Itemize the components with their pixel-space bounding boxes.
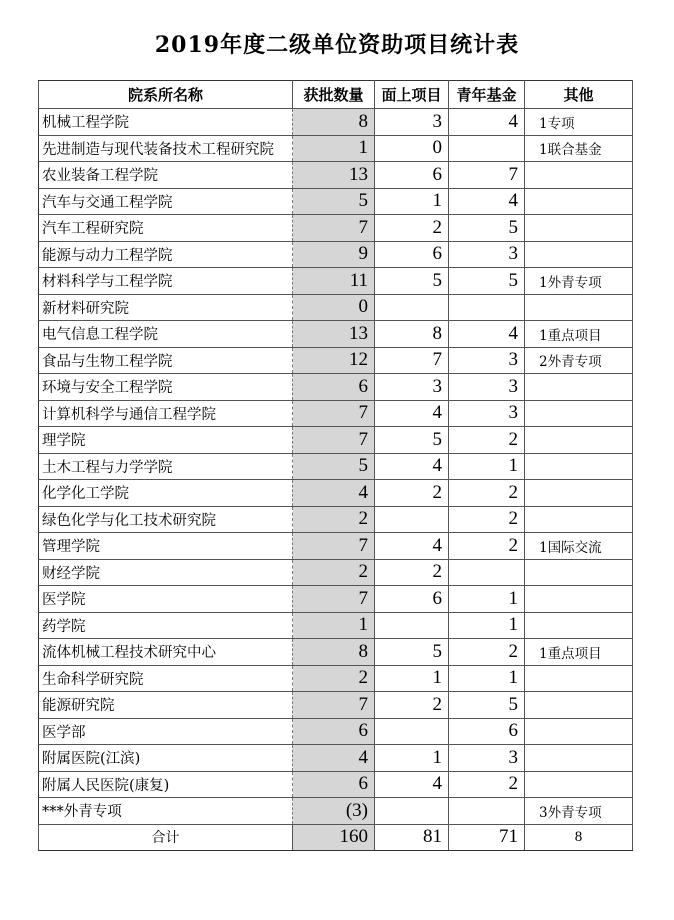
department-cell: 医学部 <box>39 718 293 745</box>
table-row <box>39 506 633 533</box>
general-projects-cell: 5 <box>375 268 449 295</box>
header-youth-fund: 青年基金 <box>449 81 525 109</box>
header-department: 院系所名称 <box>39 81 293 109</box>
other-cell: 3外青专项 <box>525 798 633 825</box>
header-row <box>39 81 633 109</box>
table-row <box>39 665 633 692</box>
table-row <box>39 453 633 480</box>
youth-fund-cell: 6 <box>449 718 525 745</box>
header-approved-count: 获批数量 <box>293 81 375 109</box>
approved-count-cell: 5 <box>293 453 375 480</box>
other-cell <box>525 745 633 772</box>
other-cell <box>525 665 633 692</box>
general-projects-cell: 4 <box>375 453 449 480</box>
approved-count-cell: 7 <box>293 400 375 427</box>
department-cell: 化学化工学院 <box>39 480 293 507</box>
general-projects-cell: 6 <box>375 162 449 189</box>
other-cell <box>525 215 633 242</box>
department-cell: 能源与动力工程学院 <box>39 241 293 268</box>
approved-count-cell: 7 <box>293 215 375 242</box>
youth-fund-cell: 3 <box>449 241 525 268</box>
total-approved-cell: 160 <box>293 824 375 851</box>
department-cell: 环境与安全工程学院 <box>39 374 293 401</box>
approved-count-cell: 4 <box>293 480 375 507</box>
general-projects-cell: 2 <box>375 480 449 507</box>
general-projects-cell: 8 <box>375 321 449 348</box>
table-row <box>39 374 633 401</box>
youth-fund-cell: 7 <box>449 162 525 189</box>
department-cell: 农业装备工程学院 <box>39 162 293 189</box>
funding-table <box>38 80 633 851</box>
department-cell: 能源研究院 <box>39 692 293 719</box>
general-projects-cell <box>375 612 449 639</box>
department-cell: 土木工程与力学学院 <box>39 453 293 480</box>
table-row <box>39 109 633 136</box>
table-row <box>39 745 633 772</box>
general-projects-cell: 7 <box>375 347 449 374</box>
general-projects-cell: 6 <box>375 586 449 613</box>
other-cell <box>525 559 633 586</box>
department-cell: 附属人民医院(康复) <box>39 771 293 798</box>
department-cell: 流体机械工程技术研究中心 <box>39 639 293 666</box>
total-row <box>39 824 633 851</box>
other-cell <box>525 692 633 719</box>
other-cell <box>525 612 633 639</box>
department-cell: 食品与生物工程学院 <box>39 347 293 374</box>
youth-fund-cell: 4 <box>449 188 525 215</box>
department-cell: 理学院 <box>39 427 293 454</box>
department-cell: 汽车与交通工程学院 <box>39 188 293 215</box>
table-row <box>39 771 633 798</box>
youth-fund-cell: 2 <box>449 506 525 533</box>
table-row <box>39 798 633 825</box>
youth-fund-cell: 2 <box>449 427 525 454</box>
table-row <box>39 400 633 427</box>
youth-fund-cell: 2 <box>449 480 525 507</box>
department-cell: 新材料研究院 <box>39 294 293 321</box>
header-general-projects: 面上项目 <box>375 81 449 109</box>
table-row <box>39 586 633 613</box>
department-cell: 绿色化学与化工技术研究院 <box>39 506 293 533</box>
department-cell: ***外青专项 <box>39 798 293 825</box>
department-cell: 医学院 <box>39 586 293 613</box>
table-row <box>39 268 633 295</box>
approved-count-cell: 6 <box>293 374 375 401</box>
general-projects-cell: 4 <box>375 771 449 798</box>
youth-fund-cell: 4 <box>449 109 525 136</box>
other-cell <box>525 241 633 268</box>
other-cell <box>525 771 633 798</box>
table-row <box>39 321 633 348</box>
table-row <box>39 215 633 242</box>
other-cell: 2外青专项 <box>525 347 633 374</box>
department-cell: 管理学院 <box>39 533 293 560</box>
youth-fund-cell: 1 <box>449 453 525 480</box>
general-projects-cell: 5 <box>375 639 449 666</box>
table-row <box>39 427 633 454</box>
approved-count-cell: 7 <box>293 427 375 454</box>
other-cell: 1重点项目 <box>525 321 633 348</box>
department-cell: 附属医院(江滨) <box>39 745 293 772</box>
table-row <box>39 241 633 268</box>
youth-fund-cell <box>449 559 525 586</box>
table-row <box>39 692 633 719</box>
department-cell: 电气信息工程学院 <box>39 321 293 348</box>
department-cell: 汽车工程研究院 <box>39 215 293 242</box>
department-cell: 药学院 <box>39 612 293 639</box>
general-projects-cell: 3 <box>375 109 449 136</box>
general-projects-cell <box>375 718 449 745</box>
general-projects-cell <box>375 506 449 533</box>
other-cell <box>525 480 633 507</box>
other-cell <box>525 374 633 401</box>
youth-fund-cell <box>449 798 525 825</box>
table-row <box>39 162 633 189</box>
youth-fund-cell: 1 <box>449 612 525 639</box>
department-cell: 材料科学与工程学院 <box>39 268 293 295</box>
general-projects-cell: 2 <box>375 559 449 586</box>
approved-count-cell: 5 <box>293 188 375 215</box>
approved-count-cell: 7 <box>293 533 375 560</box>
other-cell <box>525 427 633 454</box>
general-projects-cell <box>375 294 449 321</box>
youth-fund-cell: 3 <box>449 374 525 401</box>
other-cell: 1外青专项 <box>525 268 633 295</box>
total-other-cell: 8 <box>525 824 633 851</box>
other-cell <box>525 586 633 613</box>
general-projects-cell: 5 <box>375 427 449 454</box>
other-cell: 1联合基金 <box>525 135 633 162</box>
table-row <box>39 347 633 374</box>
youth-fund-cell: 5 <box>449 215 525 242</box>
approved-count-cell: 2 <box>293 665 375 692</box>
header-other: 其他 <box>525 81 633 109</box>
table-row <box>39 559 633 586</box>
other-cell <box>525 162 633 189</box>
table-row <box>39 294 633 321</box>
table-body <box>39 109 633 851</box>
youth-fund-cell <box>449 135 525 162</box>
youth-fund-cell: 2 <box>449 533 525 560</box>
other-cell <box>525 294 633 321</box>
other-cell <box>525 453 633 480</box>
approved-count-cell: (3) <box>293 798 375 825</box>
approved-count-cell: 13 <box>293 321 375 348</box>
approved-count-cell: 1 <box>293 135 375 162</box>
department-cell: 先进制造与现代装备技术工程研究院 <box>39 135 293 162</box>
youth-fund-cell: 3 <box>449 347 525 374</box>
general-projects-cell: 1 <box>375 665 449 692</box>
other-cell <box>525 718 633 745</box>
table-row <box>39 480 633 507</box>
youth-fund-cell: 3 <box>449 745 525 772</box>
department-cell: 机械工程学院 <box>39 109 293 136</box>
table-row <box>39 612 633 639</box>
table-row <box>39 188 633 215</box>
general-projects-cell: 3 <box>375 374 449 401</box>
approved-count-cell: 0 <box>293 294 375 321</box>
general-projects-cell: 0 <box>375 135 449 162</box>
approved-count-cell: 7 <box>293 692 375 719</box>
approved-count-cell: 9 <box>293 241 375 268</box>
table-row <box>39 718 633 745</box>
youth-fund-cell: 2 <box>449 771 525 798</box>
general-projects-cell: 4 <box>375 533 449 560</box>
youth-fund-cell: 3 <box>449 400 525 427</box>
other-cell <box>525 188 633 215</box>
department-cell: 财经学院 <box>39 559 293 586</box>
approved-count-cell: 12 <box>293 347 375 374</box>
approved-count-cell: 13 <box>293 162 375 189</box>
general-projects-cell: 2 <box>375 215 449 242</box>
youth-fund-cell: 5 <box>449 268 525 295</box>
youth-fund-cell: 1 <box>449 586 525 613</box>
approved-count-cell: 2 <box>293 506 375 533</box>
general-projects-cell <box>375 798 449 825</box>
youth-fund-cell: 2 <box>449 639 525 666</box>
other-cell: 1国际交流 <box>525 533 633 560</box>
youth-fund-cell: 5 <box>449 692 525 719</box>
general-projects-cell: 6 <box>375 241 449 268</box>
department-cell: 计算机科学与通信工程学院 <box>39 400 293 427</box>
approved-count-cell: 6 <box>293 771 375 798</box>
page-title: 2019年度二级单位资助项目统计表 <box>154 32 520 58</box>
approved-count-cell: 6 <box>293 718 375 745</box>
total-general-cell: 81 <box>375 824 449 851</box>
other-cell <box>525 506 633 533</box>
other-cell: 1重点项目 <box>525 639 633 666</box>
approved-count-cell: 2 <box>293 559 375 586</box>
other-cell: 1专项 <box>525 109 633 136</box>
table-row <box>39 533 633 560</box>
table-row <box>39 639 633 666</box>
general-projects-cell: 2 <box>375 692 449 719</box>
other-cell <box>525 400 633 427</box>
youth-fund-cell <box>449 294 525 321</box>
approved-count-cell: 7 <box>293 586 375 613</box>
approved-count-cell: 1 <box>293 612 375 639</box>
general-projects-cell: 4 <box>375 400 449 427</box>
total-label-cell: 合计 <box>39 824 293 851</box>
approved-count-cell: 8 <box>293 109 375 136</box>
department-cell: 生命科学研究院 <box>39 665 293 692</box>
approved-count-cell: 4 <box>293 745 375 772</box>
approved-count-cell: 11 <box>293 268 375 295</box>
table-row <box>39 135 633 162</box>
youth-fund-cell: 1 <box>449 665 525 692</box>
total-youth-cell: 71 <box>449 824 525 851</box>
approved-count-cell: 8 <box>293 639 375 666</box>
general-projects-cell: 1 <box>375 188 449 215</box>
youth-fund-cell: 4 <box>449 321 525 348</box>
general-projects-cell: 1 <box>375 745 449 772</box>
